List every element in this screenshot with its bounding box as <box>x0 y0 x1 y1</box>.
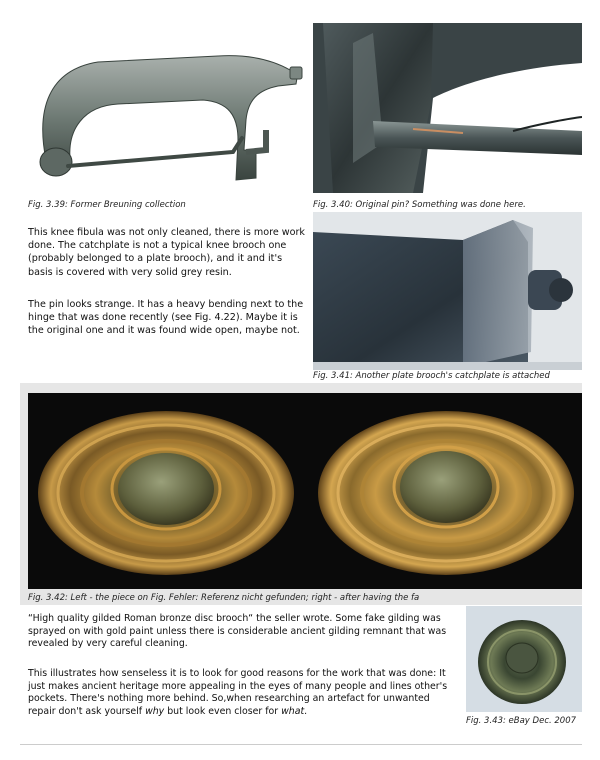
paragraph-4-what: what <box>281 705 305 717</box>
figure-3-42-photo <box>28 393 582 589</box>
figure-3-39-photo <box>28 40 310 188</box>
page-footer-rule <box>20 744 582 745</box>
paragraph-4-part-b: but look even closer for <box>164 705 282 717</box>
paragraph-2: The pin looks strange. It has a heavy bending next to the hinge that was done recently (see Fig. 4.22). Maybe it is the original one and it was found wide open, maybe not. <box>28 299 304 337</box>
right-brooch <box>318 411 574 575</box>
paragraph-4 <box>28 668 458 718</box>
paragraph-1: This knee fibula was not only cleaned, there is more work done. The catchplate is not a typical knee brooch one (probably belonged to a plate brooch), and it and it's basis is covered with very solid grey resin. <box>28 227 305 278</box>
catchplate-closeup-image <box>313 212 582 370</box>
figure-3-43-caption: Fig. 3.43: eBay Dec. 2007 <box>466 716 577 726</box>
disc-brooches-image <box>28 393 582 589</box>
knee-fibula-image <box>28 40 310 188</box>
figure-3-40-photo <box>313 23 582 193</box>
figure-3-41-photo <box>313 212 582 370</box>
paragraph-4-part-c: . <box>304 705 308 717</box>
left-brooch <box>38 411 294 575</box>
paragraph-4-why: why <box>145 705 165 717</box>
figure-3-42-caption: Fig. 3.42: Left - the piece on Fig. Fehler: Referenz nicht gefunden; right - after having the fa <box>28 593 420 603</box>
figure-3-41-caption: Fig. 3.41: Another plate brooch's catchplate is attached <box>313 371 550 381</box>
figure-3-40-caption: Fig. 3.40: Original pin? Something was done here. <box>313 200 526 210</box>
ebay-brooch-image <box>466 606 582 712</box>
pin-closeup-image <box>313 23 582 193</box>
paragraph-3: “High quality gilded Roman bronze disc brooch“ the seller wrote. Some fake gilding was sprayed on with gold paint unless there is considerable ancient gilding remnant that was revealed by very careful cleaning. <box>28 613 447 650</box>
figure-3-39-caption: Fig. 3.39: Former Breuning collection <box>28 200 186 210</box>
paragraph-4-part-a: This illustrates how senseless it is to look for good reasons for the work that was done: It just makes ancient heritage more appealing in the eyes of many people and lines other's pockets. There's nothing more behind. So,when researching an artefact for unwanted repair don't ask yourself <box>28 668 448 717</box>
figure-3-43-photo <box>466 606 582 712</box>
